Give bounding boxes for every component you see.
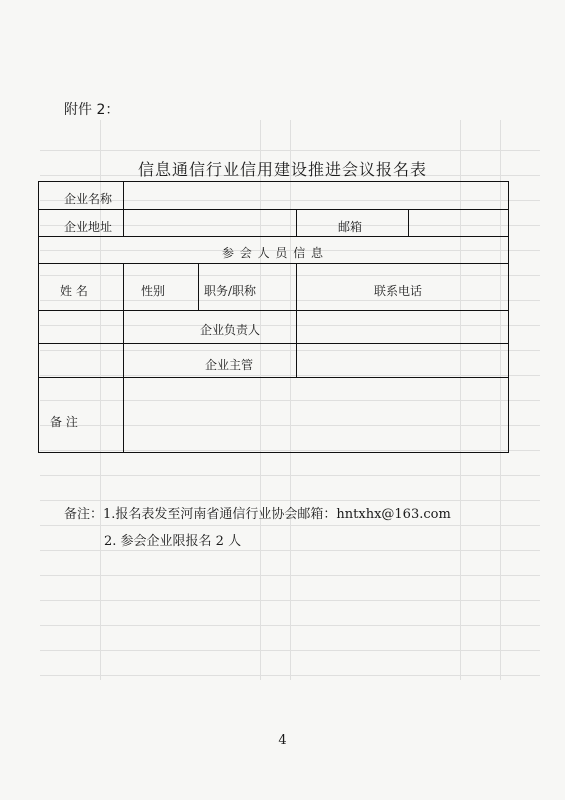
note-line-1: 备注：1.报名表发至河南省通信行业协会邮箱：hntxhx@163.com bbox=[64, 507, 451, 522]
manager-phone-field[interactable] bbox=[300, 346, 503, 374]
column-position-header: 职务/职称 bbox=[204, 284, 257, 298]
postcode-field[interactable] bbox=[413, 211, 503, 234]
manager-row-label: 企业主管 bbox=[205, 358, 254, 372]
column-name-header: 姓 名 bbox=[60, 284, 88, 298]
leader-phone-field[interactable] bbox=[300, 313, 503, 340]
leader-row-label: 企业负责人 bbox=[200, 323, 261, 337]
notes-block bbox=[64, 503, 451, 549]
column-phone-header: 联系电话 bbox=[374, 284, 423, 298]
column-gender-header: 性别 bbox=[141, 284, 166, 298]
postcode-label: 邮箱 bbox=[338, 220, 363, 234]
remarks-label: 备 注 bbox=[50, 415, 78, 429]
attachment-label: 附件 2： bbox=[64, 102, 120, 118]
company-address-label: 企业地址 bbox=[64, 220, 113, 234]
company-name-field[interactable] bbox=[128, 183, 503, 207]
remarks-field[interactable] bbox=[128, 380, 503, 449]
company-address-field[interactable] bbox=[128, 211, 291, 234]
form-title: 信息通信行业信用建设推进会议报名表 bbox=[137, 160, 427, 179]
note-line-2: 2. 参会企业限报名 2 人 bbox=[104, 534, 242, 549]
company-name-label: 企业名称 bbox=[64, 192, 113, 206]
participants-header: 参 会 人 员 信 息 bbox=[221, 246, 325, 260]
page-number: 4 bbox=[278, 733, 287, 748]
registration-form-table bbox=[38, 181, 508, 453]
